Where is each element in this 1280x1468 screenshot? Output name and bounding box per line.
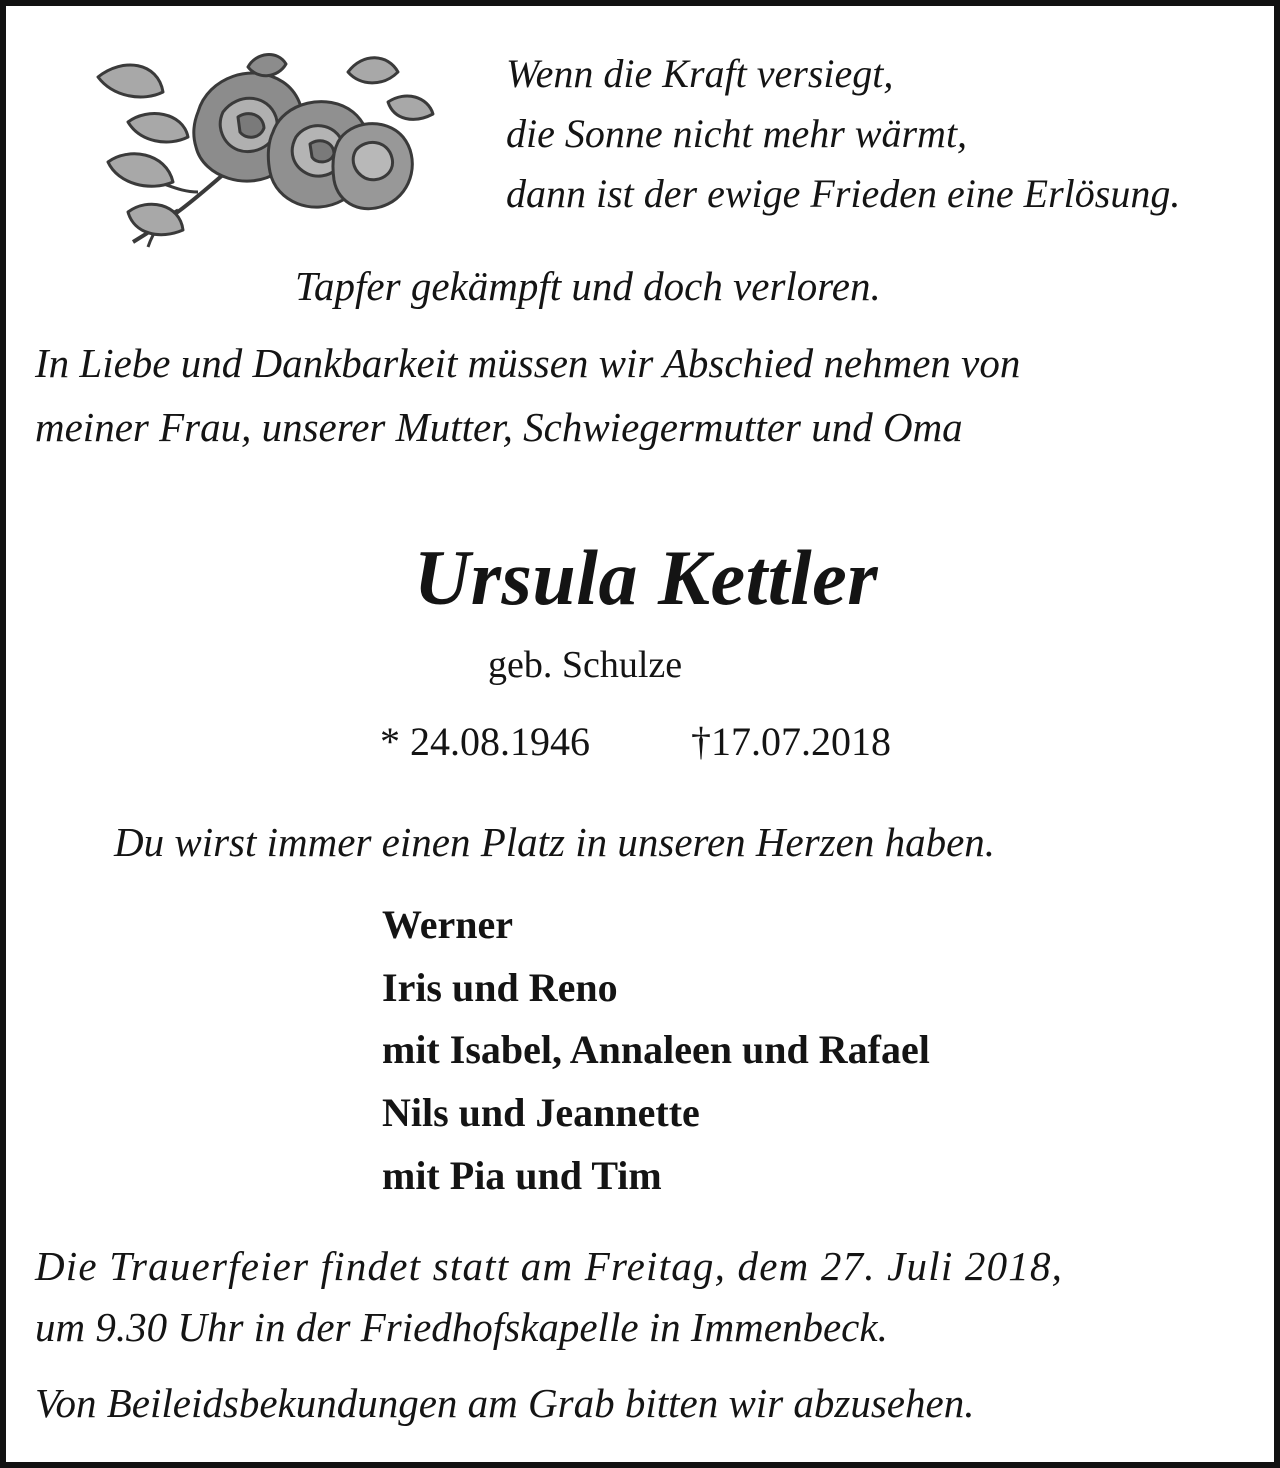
verse-line: Wenn die Kraft versiegt, <box>506 51 894 96</box>
maiden-name: geb. Schulze <box>488 644 683 686</box>
death-date: †17.07.2018 <box>691 719 891 764</box>
intro-line: meiner Frau, unserer Mutter, Schwiegermutter und Oma <box>35 404 963 450</box>
closing-note: Von Beileidsbekundungen am Grab bitten wir abzusehen. <box>35 1380 975 1426</box>
family-member: Iris und Reno <box>382 965 618 1010</box>
family-member: mit Isabel, Annaleen und Rafael <box>382 1027 930 1072</box>
motto: Tapfer gekämpft und doch verloren. <box>295 263 881 309</box>
birth-date: * 24.08.1946 <box>380 719 590 764</box>
rose-icon <box>88 42 458 282</box>
intro-line: In Liebe und Dankbarkeit müssen wir Abschied nehmen von <box>35 340 1021 386</box>
family-member: Nils und Jeannette <box>382 1090 700 1135</box>
deceased-name: Ursula Kettler <box>413 534 879 621</box>
verse-line: die Sonne nicht mehr wärmt, <box>506 111 968 156</box>
service-line: Die Trauerfeier findet statt am Freitag, dem 27. Juli 2018, <box>35 1243 1064 1289</box>
family-member: mit Pia und Tim <box>382 1153 662 1198</box>
farewell: Du wirst immer einen Platz in unseren Herzen haben. <box>114 819 996 865</box>
service-line: um 9.30 Uhr in der Friedhofskapelle in Immenbeck. <box>35 1304 888 1350</box>
family-member: Werner <box>382 902 514 947</box>
verse-line: dann ist der ewige Frieden eine Erlösung. <box>506 171 1181 216</box>
